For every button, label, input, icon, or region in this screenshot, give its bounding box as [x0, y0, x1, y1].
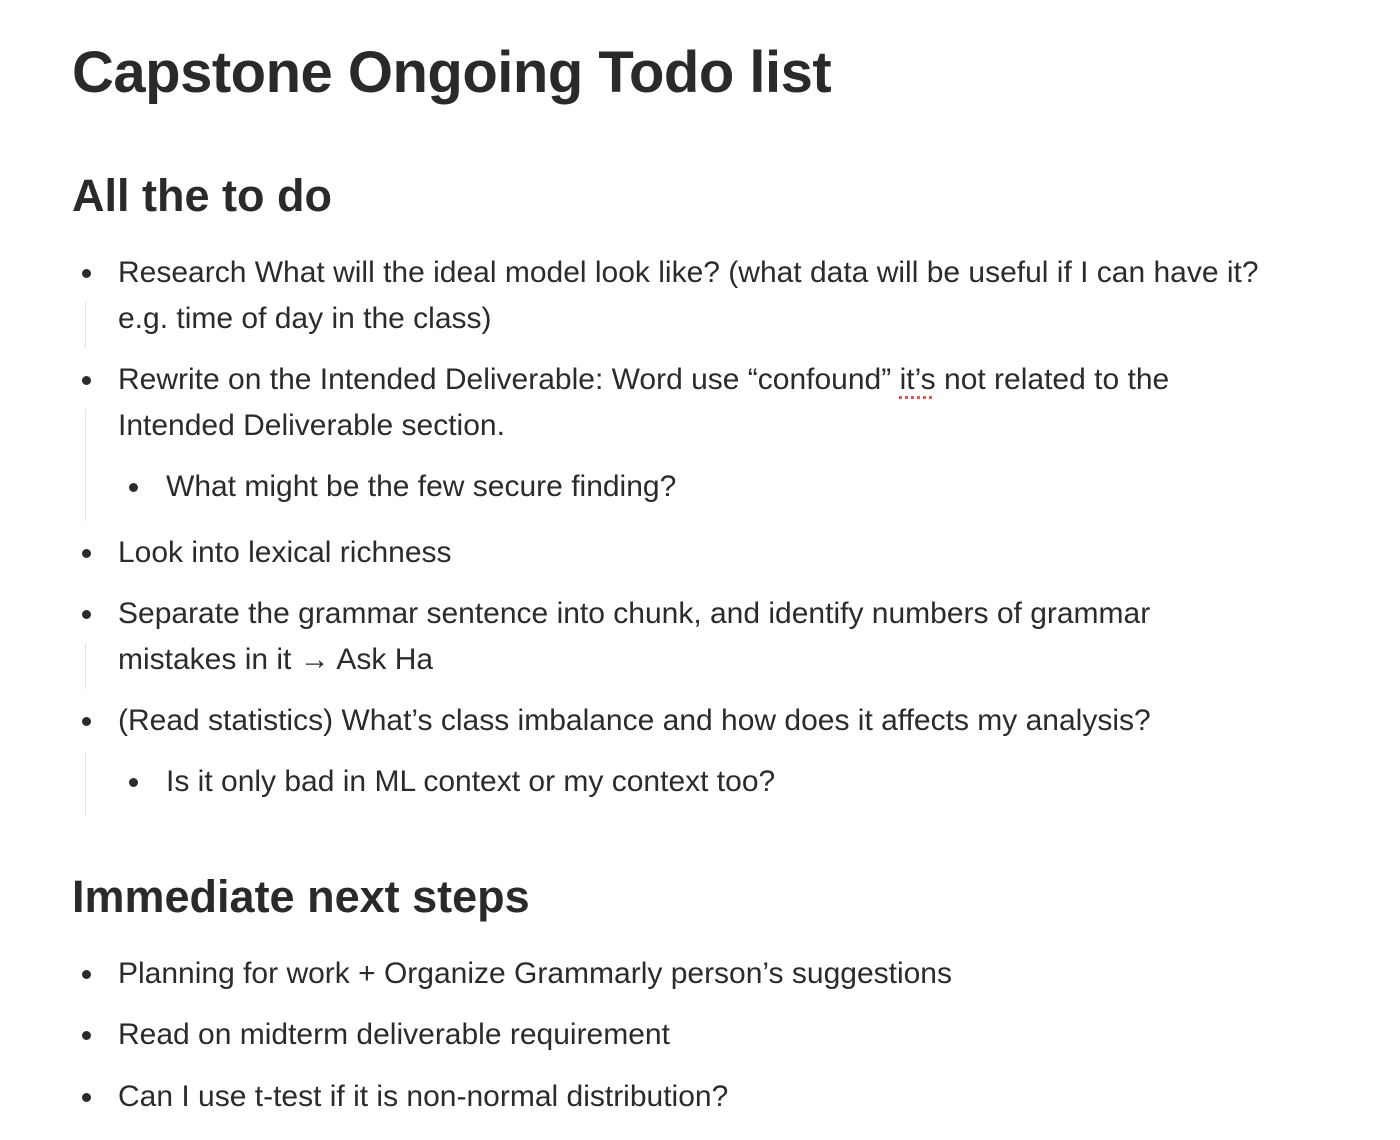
- item-text-line-1[interactable]: Read on midterm deliverable requirement: [118, 1018, 670, 1051]
- list-item[interactable]: [72, 1012, 1382, 1062]
- list-item[interactable]: [72, 591, 1382, 689]
- item-text-line-1[interactable]: Can I use t-test if it is non-normal distribution?: [118, 1080, 729, 1113]
- list-item[interactable]: [72, 951, 1382, 1001]
- list-item[interactable]: [72, 530, 1382, 580]
- bullet-icon: [82, 376, 91, 385]
- page-title[interactable]: Capstone Ongoing Todo list: [72, 40, 832, 105]
- spellcheck-flagged-word[interactable]: it’s: [899, 363, 936, 396]
- bullet-icon: [129, 483, 138, 492]
- item-text-line-1[interactable]: Research What will the ideal model look like? (what data will be useful if I can have it?: [118, 256, 1259, 289]
- list-item[interactable]: [72, 357, 1382, 522]
- list-item[interactable]: [72, 1074, 1382, 1124]
- item-text-line-2[interactable]: Intended Deliverable section.: [118, 409, 505, 442]
- item-text-line-2[interactable]: mistakes in it → Ask Ha: [118, 643, 434, 676]
- indent-guide-line: [85, 302, 86, 348]
- section-heading-immediate-next-steps[interactable]: Immediate next steps: [72, 871, 530, 922]
- item-text-line-1[interactable]: Separate the grammar sentence into chunk, and identify numbers of grammar: [118, 597, 1151, 630]
- indent-guide-line: [85, 752, 86, 816]
- item-text-line-1[interactable]: Look into lexical richness: [118, 536, 452, 569]
- item-text-line-1[interactable]: (Read statistics) What’s class imbalance and how does it affects my analysis?: [118, 704, 1151, 737]
- bullet-icon: [129, 778, 138, 787]
- item-text-line-1[interactable]: Planning for work + Organize Grammarly person’s suggestions: [118, 957, 952, 990]
- bullet-icon: [82, 1093, 91, 1102]
- item-text-line-1[interactable]: [118, 357, 1169, 403]
- item-text-segment: Rewrite on the Intended Deliverable: Word use “confound”: [118, 363, 900, 396]
- section-heading-all-todo[interactable]: All the to do: [72, 170, 332, 221]
- list-item[interactable]: [72, 250, 1382, 348]
- bullet-icon: [82, 717, 91, 726]
- sub-item-text[interactable]: Is it only bad in ML context or my context too?: [166, 765, 776, 798]
- indent-guide-line: [85, 643, 86, 689]
- bullet-icon: [82, 610, 91, 619]
- indent-guide-line: [85, 409, 86, 521]
- sub-item-text[interactable]: What might be the few secure finding?: [166, 470, 677, 503]
- bullet-icon: [82, 970, 91, 979]
- item-text-segment: not related to the: [935, 363, 1170, 396]
- item-text-line-2[interactable]: e.g. time of day in the class): [118, 302, 492, 335]
- bullet-icon: [82, 1031, 91, 1040]
- bullet-icon: [82, 269, 91, 278]
- bullet-icon: [82, 549, 91, 558]
- list-item[interactable]: [72, 698, 1382, 818]
